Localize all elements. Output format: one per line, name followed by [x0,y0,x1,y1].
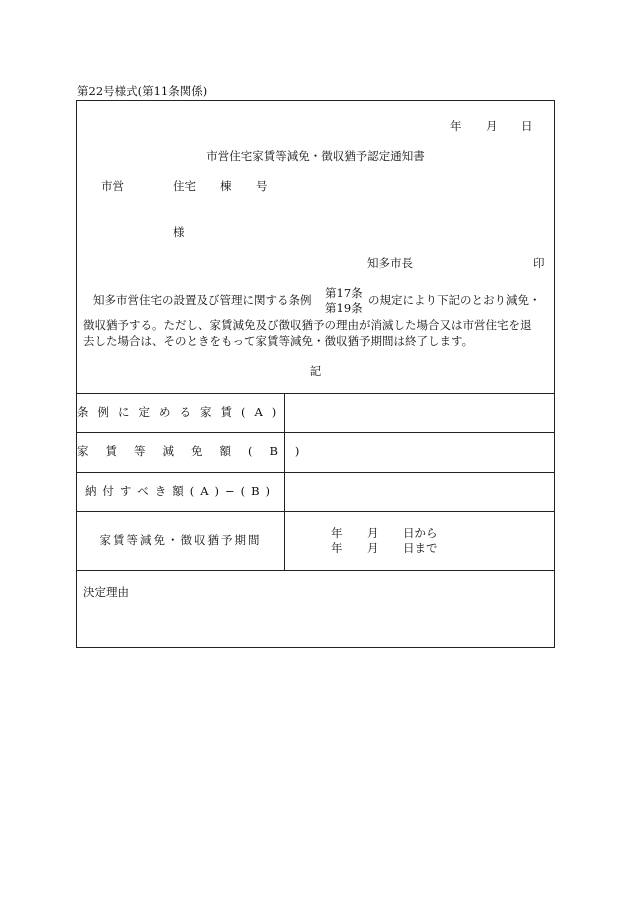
addressee-suffix: 様 [173,225,185,239]
address-to: 棟 [220,179,232,193]
row-label-ordinance-rent: 条例に定める家賃(A) [77,405,286,419]
address-shiei: 市営 [101,179,124,193]
table-row-divider [77,511,554,512]
body-line-3: 去した場合は、そのときをもって家賃等減免・徴収猶予期間は終了します。 [83,334,474,348]
body-lead: 知多市営住宅の設置及び管理に関する条例 [93,293,312,307]
row-label-period: 家賃等減免・徴収猶予期間 [99,533,262,547]
table-row-divider [77,432,554,433]
address-jutaku: 住宅 [173,179,196,193]
date-month: 月 [486,119,498,133]
date-day: 日 [521,119,533,133]
period-to-year: 年 [331,541,343,555]
ki-marker: 記 [309,364,322,378]
seal-mark: 印 [533,256,545,270]
body-tail: の規定により下記のとおり減免・ [368,293,541,307]
period-to-day: 日まで [403,541,438,555]
reason-label: 決定理由 [83,585,129,599]
document-title: 市営住宅家賃等減免・徴収猶予認定通知書 [206,149,425,163]
period-to-month: 月 [367,541,379,555]
period-from-month: 月 [367,526,379,540]
row-label-payable-amount: 納付すべき額(A)−(B) [84,484,277,498]
article-option-top: 第17条 [325,286,363,300]
article-option-bottom: 第19条 [325,301,363,315]
form-number: 第22号様式(第11条関係) [77,84,208,98]
row-label-reduction-amount: 家賃等減免額(B) [77,444,317,458]
period-from-day: 日から [403,526,438,540]
table-column-divider [284,393,285,571]
issuer-name: 知多市長 [367,256,413,270]
period-from-year: 年 [331,526,343,540]
notice-form [76,100,555,648]
table-top-border [77,393,554,394]
body-line-2: 徴収猶予する。ただし、家賃減免及び徴収猶予の理由が消滅した場合又は市営住宅を退 [83,318,532,332]
table-row-divider [77,472,554,473]
table-bottom-border [77,570,554,571]
date-year: 年 [450,119,462,133]
address-go: 号 [256,179,268,193]
